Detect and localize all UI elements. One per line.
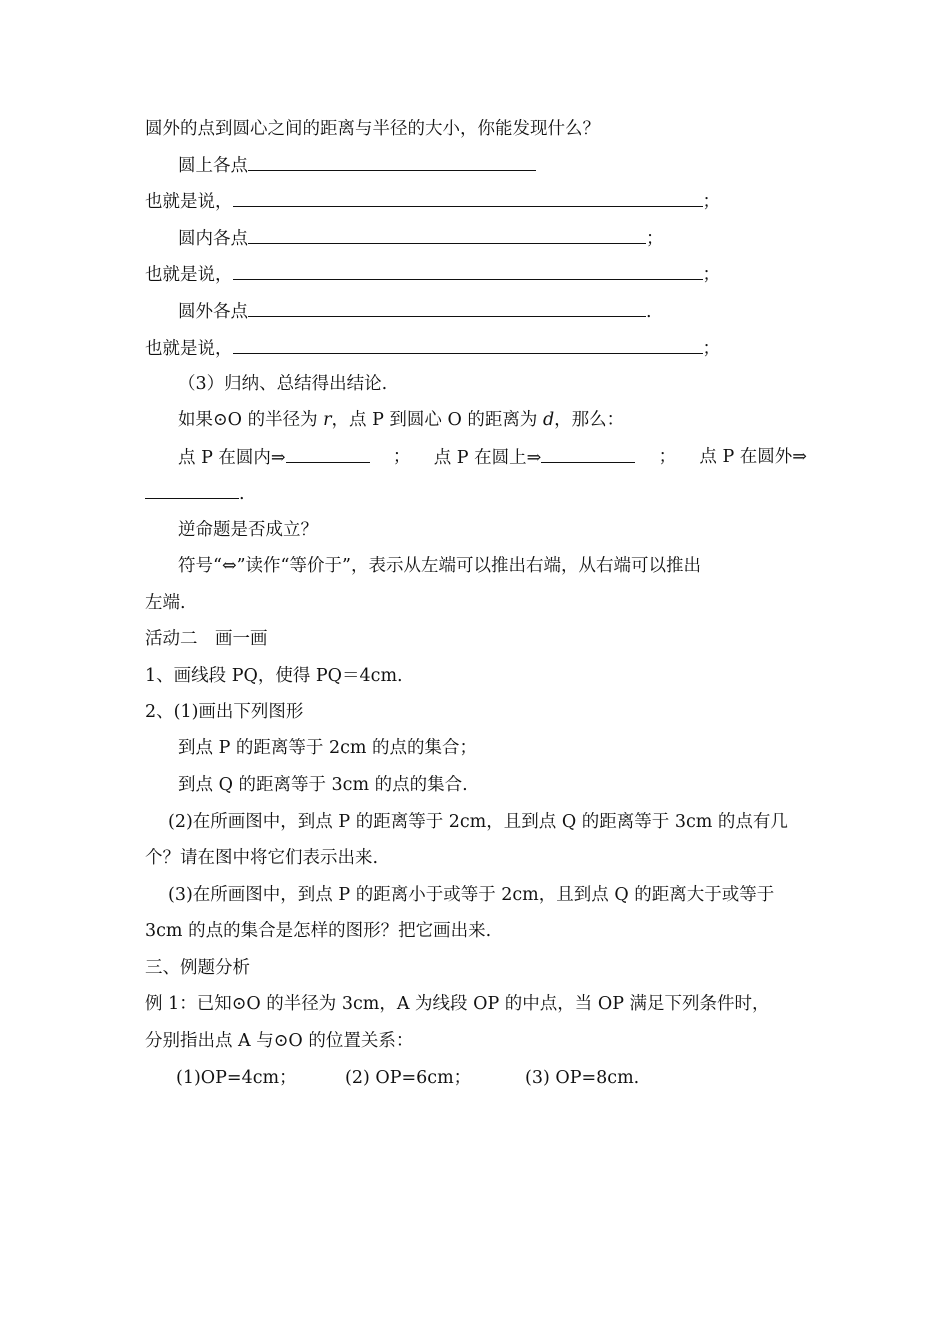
task1: 1、画线段 PQ，使得 PQ＝4cm. xyxy=(145,666,403,686)
that-is-label: 也就是说， xyxy=(145,265,233,285)
outside-circle-line xyxy=(178,299,652,324)
answer-blank[interactable] xyxy=(248,153,536,171)
step3-heading: （3）归纳、总结得出结论. xyxy=(178,374,388,394)
answer-blank[interactable] xyxy=(233,189,703,207)
answer-blank[interactable] xyxy=(233,336,703,354)
inside-circle-line xyxy=(178,226,664,251)
that-is-line-1 xyxy=(145,189,720,214)
task2-item-a: 到点 P 的距离等于 2cm 的点的集合； xyxy=(178,738,478,758)
pos-on-label: 点 P 在圆上⇒ xyxy=(433,448,542,468)
answer-blank[interactable] xyxy=(286,445,370,463)
task2-part3-line1: (3)在所画图中，到点 P 的距离小于或等于 2cm，且到点 Q 的距离大于或等于 xyxy=(168,885,775,905)
semicolon: ； xyxy=(658,447,677,467)
symbol-explanation-1: 符号“⇔”读作“等价于”，表示从左端可以推出右端，从右端可以推出 xyxy=(178,556,701,576)
task2-part2-line1: (2)在所画图中，到点 P 的距离等于 2cm，且到点 Q 的距离等于 3cm 的点有几 xyxy=(168,812,788,832)
that-is-label: 也就是说， xyxy=(145,339,233,359)
pos-on xyxy=(434,445,636,470)
answer-blank[interactable] xyxy=(145,481,239,499)
period: . xyxy=(646,302,652,322)
task2-part3-line2: 3cm 的点的集合是怎样的图形？把它画出来. xyxy=(145,921,492,941)
outside-circle-label: 圆外各点 xyxy=(178,302,248,322)
converse-question: 逆命题是否成立？ xyxy=(178,520,318,540)
answer-blank[interactable] xyxy=(248,299,646,317)
distance-symbol: d xyxy=(542,410,555,430)
example1-line2: 分别指出点 A 与⊙O 的位置关系： xyxy=(145,1031,414,1051)
position-relations-line xyxy=(178,445,807,470)
example1-option-1: (1)OP=4cm； xyxy=(176,1068,297,1088)
semicolon: ； xyxy=(702,192,720,212)
question-compare-distance: 圆外的点到圆心之间的距离与半径的大小，你能发现什么？ xyxy=(145,119,600,139)
inside-circle-label: 圆内各点 xyxy=(178,229,248,249)
period: . xyxy=(239,484,245,504)
pos-outside-label: 点 P 在圆外⇒ xyxy=(699,447,807,467)
semicolon: ； xyxy=(702,339,720,359)
task2-part2-line2: 个？请在图中将它们表示出来. xyxy=(145,848,379,868)
example1-line1: 例 1：已知⊙O 的半径为 3cm，A 为线段 OP 的中点，当 OP 满足下列条件时， xyxy=(145,994,770,1014)
that-is-label: 也就是说， xyxy=(145,192,233,212)
semicolon: ； xyxy=(392,447,411,467)
pos-outside-answer-line xyxy=(145,481,245,506)
example1-option-3: (3) OP=8cm. xyxy=(525,1068,640,1088)
pos-inside xyxy=(178,445,370,470)
radius-symbol: r xyxy=(323,410,332,430)
condition-text-3: ，那么： xyxy=(554,410,625,430)
answer-blank[interactable] xyxy=(248,226,646,244)
section3-heading: 三、例题分析 xyxy=(145,958,250,978)
answer-blank[interactable] xyxy=(541,445,635,463)
semicolon: ； xyxy=(702,265,720,285)
condition-statement xyxy=(178,408,624,432)
on-circle-line xyxy=(178,153,536,178)
on-circle-label: 圆上各点 xyxy=(178,156,248,176)
symbol-explanation-2: 左端. xyxy=(145,593,186,613)
that-is-line-2 xyxy=(145,262,720,287)
pos-inside-label: 点 P 在圆内⇒ xyxy=(178,448,286,468)
activity2-heading: 活动二 画一画 xyxy=(145,629,268,649)
semicolon: ； xyxy=(646,229,664,249)
that-is-line-3 xyxy=(145,336,720,361)
condition-text-1: 如果⊙O 的半径为 xyxy=(178,410,324,430)
task2: 2、(1)画出下列图形 xyxy=(145,702,304,722)
answer-blank[interactable] xyxy=(233,262,703,280)
task2-item-b: 到点 Q 的距离等于 3cm 的点的集合. xyxy=(178,775,468,795)
example1-option-2: (2) OP=6cm； xyxy=(345,1068,472,1088)
condition-text-2: ，点 P 到圆心 O 的距离为 xyxy=(331,410,543,430)
